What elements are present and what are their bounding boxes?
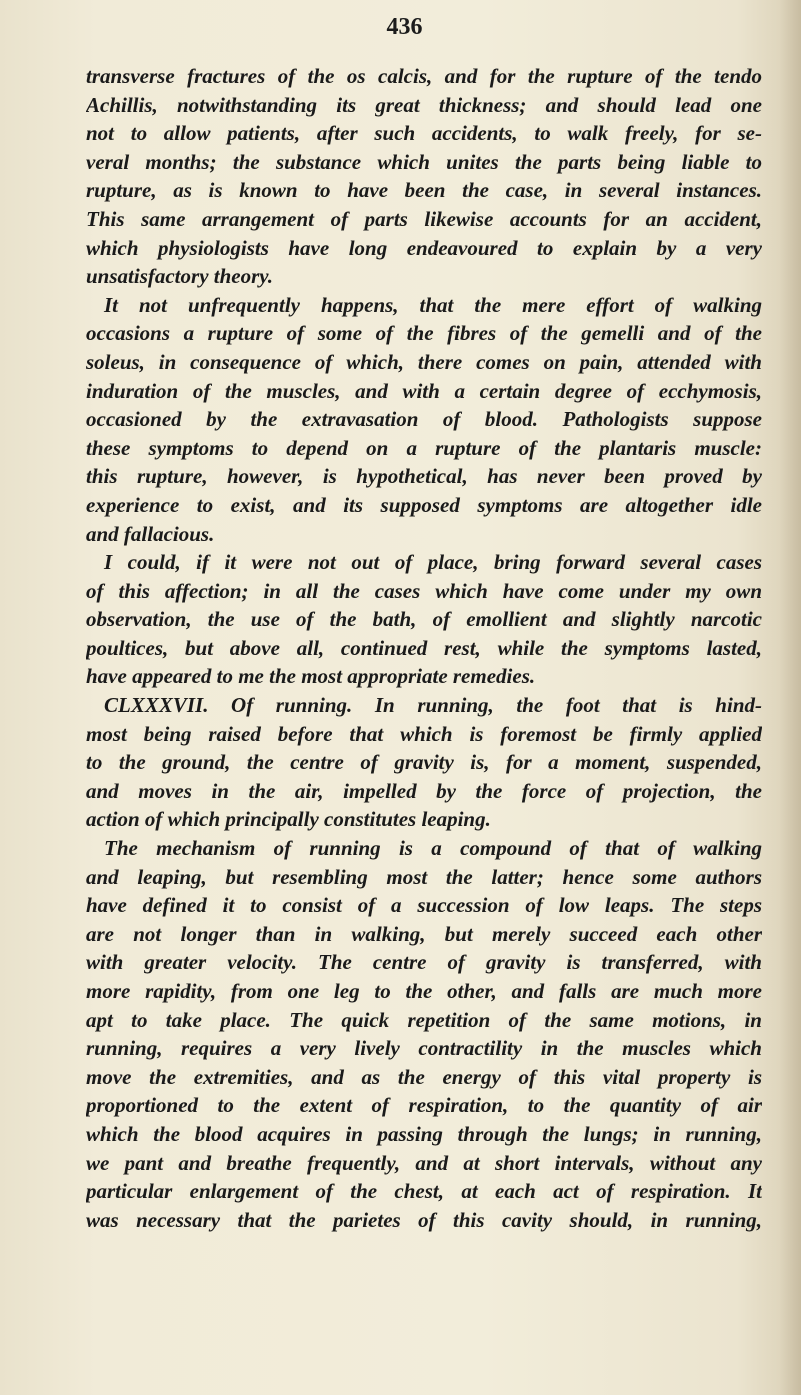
paragraph-start-line: The mechanism of running is a compound of that of walking	[104, 836, 762, 861]
text-line: proportioned to the extent of respiration, to the quantity of air	[86, 1093, 762, 1118]
text-line: induration of the muscles, and with a certain degree of ecchymosis,	[86, 378, 762, 403]
text-line: not to allow patients, after such accidents, to walk freely, for se-	[86, 121, 762, 146]
text-line: transverse fractures of the os calcis, and for the rupture of the tendo	[86, 64, 762, 88]
text-line: occasions a rupture of some of the fibres of the gemelli and of the	[86, 321, 762, 346]
text-line: have defined it to consist of a succession of low leaps. The steps	[86, 893, 762, 918]
text-line: with greater velocity. The centre of gravity is transferred, with	[86, 950, 762, 975]
text-line: rupture, as is known to have been the case, in several instances.	[86, 178, 762, 203]
text-line: This same arrangement of parts likewise accounts for an accident,	[86, 206, 762, 231]
text-line: Achillis, notwithstanding its great thickness; and should lead one	[86, 92, 762, 117]
page-edge-shadow	[779, 0, 801, 1395]
text-line: occasioned by the extravasation of blood. Pathologists suppose	[86, 407, 762, 432]
text-line: and leaping, but resembling most the latter; hence some authors	[86, 864, 762, 889]
text-line: unsatisfactory theory.	[86, 264, 274, 289]
text-line: to the ground, the centre of gravity is, for a moment, suspended,	[86, 750, 762, 775]
text-line: move the extremities, and as the energy of this vital property is	[86, 1064, 762, 1089]
text-line: and moves in the air, impelled by the force of projection, the	[86, 778, 762, 803]
text-line: these symptoms to depend on a rupture of the plantaris muscle:	[86, 435, 762, 460]
text-line: was necessary that the parietes of this cavity should, in running,	[86, 1207, 762, 1232]
text-line: we pant and breathe frequently, and at short intervals, without any	[86, 1150, 762, 1175]
body-text	[86, 62, 762, 1234]
text-line: this rupture, however, is hypothetical, has never been proved by	[86, 464, 762, 489]
text-line: soleus, in consequence of which, there comes on pain, attended with	[86, 349, 762, 374]
text-line: veral months; the substance which unites the parts being liable to	[86, 149, 762, 174]
text-line: poultices, but above all, continued rest, while the symptoms lasted,	[86, 635, 762, 660]
paragraph-start-line: It not unfrequently happens, that the mere effort of walking	[104, 292, 762, 317]
text-line: most being raised before that which is foremost be firmly applied	[86, 721, 762, 746]
text-line: have appeared to me the most appropriate remedies.	[86, 664, 536, 689]
paragraph-start-line: I could, if it were not out of place, bring forward several cases	[104, 550, 762, 575]
text-line: which physiologists have long endeavoured to explain by a very	[86, 235, 762, 260]
text-line: action of which principally constitutes leaping.	[86, 807, 491, 832]
text-line: experience to exist, and its supposed symptoms are altogether idle	[86, 492, 762, 517]
text-line: running, requires a very lively contractility in the muscles which	[86, 1036, 762, 1061]
text-line: which the blood acquires in passing through the lungs; in running,	[86, 1121, 762, 1146]
text-line: particular enlargement of the chest, at each act of respiration. It	[86, 1179, 762, 1204]
text-line: apt to take place. The quick repetition of the same motions, in	[86, 1007, 762, 1032]
text-line: of this affection; in all the cases which have come under my own	[86, 578, 762, 603]
section-heading-line: CLXXXVII. Of running. In running, the foot that is hind-	[104, 693, 762, 718]
text-line: and fallacious.	[86, 521, 215, 546]
page-number: 436	[386, 14, 423, 40]
text-line: observation, the use of the bath, of emollient and slightly narcotic	[86, 607, 762, 632]
text-line: more rapidity, from one leg to the other, and falls are much more	[86, 979, 762, 1003]
text-line: are not longer than in walking, but merely succeed each other	[86, 921, 762, 946]
